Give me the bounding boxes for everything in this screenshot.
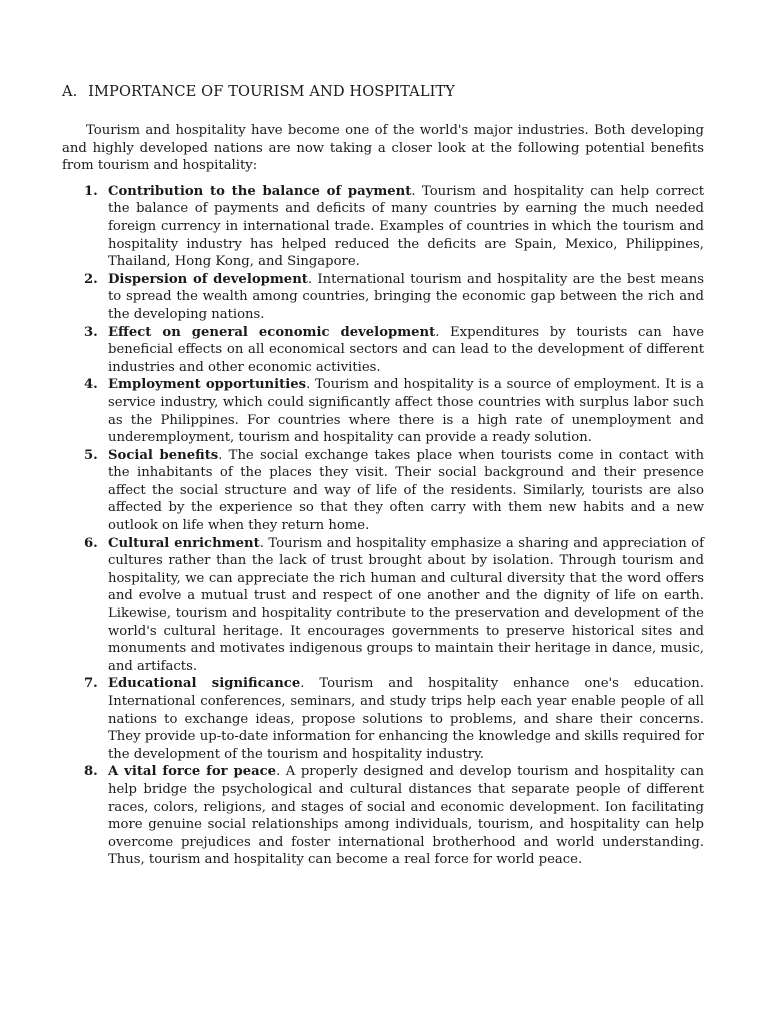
benefits-list [62, 183, 704, 869]
section-title: IMPORTANCE OF TOURISM AND HOSPITALITY [88, 83, 456, 100]
item-number: 8. [84, 764, 98, 780]
item-title: Educational significance [108, 676, 301, 692]
item-text: . Tourism and hospitality enhance one's education. International conferences, seminars, and study trips help each year enable people of all nations to exchange ideas, propose solutions to problems, and share their concerns. They provide up-to-date information for enhancing the knowledge and skills required for the development of the tourism and hospitality industry. [108, 676, 704, 762]
item-text: . A properly designed and develop tourism and hospitality can help bridge the psychological and cultural distances that separate people of different races, colors, religions, and stages of social and economic development. Ion facilitating more genuine social relationships among individuals, tourism, and hospitality can help overcome prejudices and foster international brotherhood and world understanding. Thus, tourism and hospitality can become a real force for world peace. [108, 764, 704, 868]
list-item [62, 447, 704, 535]
item-text: . International tourism and hospitality are the best means to spread the wealth among countries, bringing the economic gap between the rich and the developing nations. [108, 271, 704, 322]
list-item [62, 183, 704, 271]
list-item [62, 763, 704, 869]
item-number: 1. [84, 183, 98, 199]
list-item [62, 324, 704, 377]
item-number: 5. [84, 447, 98, 463]
item-title: Dispersion of development [108, 271, 308, 287]
item-number: 4. [84, 377, 98, 393]
list-item [62, 376, 704, 446]
item-text: . Tourism and hospitality can help correct the balance of payments and deficits of many countries by earning the much needed foreign currency in international trade. Examples of countries in which the tourism and hospitality industry has helped reduced the deficits are Spain, Mexico, Philippines, Thailand, Hong Kong, and Singapore. [108, 183, 704, 270]
item-title: A vital force for peace [108, 764, 277, 780]
item-title: Contribution to the balance of payment [108, 183, 412, 199]
item-text: . Expenditures by tourists can have beneficial effects on all economical sectors and can lead to the development of different industries and other economic activities. [108, 324, 704, 375]
document-page [62, 82, 704, 869]
item-number: 6. [84, 535, 98, 551]
list-item [62, 271, 704, 324]
item-title: Effect on general economic development [108, 324, 436, 340]
item-number: 2. [84, 271, 98, 287]
item-text: . Tourism and hospitality emphasize a sharing and appreciation of cultures rather than the lack of trust brought about by isolation. Through tourism and hospitality, we can appreciate the rich human and cultural diversity that the word offers and evolve a mutual trust and respect of one another and the dignity of life on earth. Likewise, tourism and hospitality contribute to the preservation and development of the world's cultural heritage. It encourages governments to preserve historical sites and monuments and motivates indigenous groups to maintain their heritage in dance, music, and artifacts. [108, 535, 704, 674]
section-letter: A. [62, 83, 78, 100]
list-item [62, 675, 704, 763]
intro-paragraph: Tourism and hospitality have become one of the world's major industries. Both developing and highly developed nations are now taking a closer look at the following potential benefits from tourism and hospitality: [62, 123, 704, 174]
item-text: . The social exchange takes place when tourists come in contact with the inhabitants of the places they visit. Their social background and their presence affect the social structure and way of life of the residents. Similarly, tourists are also affected by the experience so that they often carry with them new habits and a new outlook on life when they return home. [108, 447, 704, 534]
item-title: Social benefits [108, 447, 219, 463]
item-number: 7. [84, 676, 98, 692]
list-item [62, 535, 704, 676]
item-title: Employment opportunities [108, 377, 307, 393]
item-text: . Tourism and hospitality is a source of employment. It is a service industry, which could significantly affect those countries with surplus labor such as the Philippines. For countries where there is a high rate of unemployment and underemployment, tourism and hospitality can provide a ready solution. [108, 377, 704, 446]
item-title: Cultural enrichment [108, 535, 260, 551]
section-heading [62, 82, 704, 102]
item-number: 3. [84, 324, 98, 340]
